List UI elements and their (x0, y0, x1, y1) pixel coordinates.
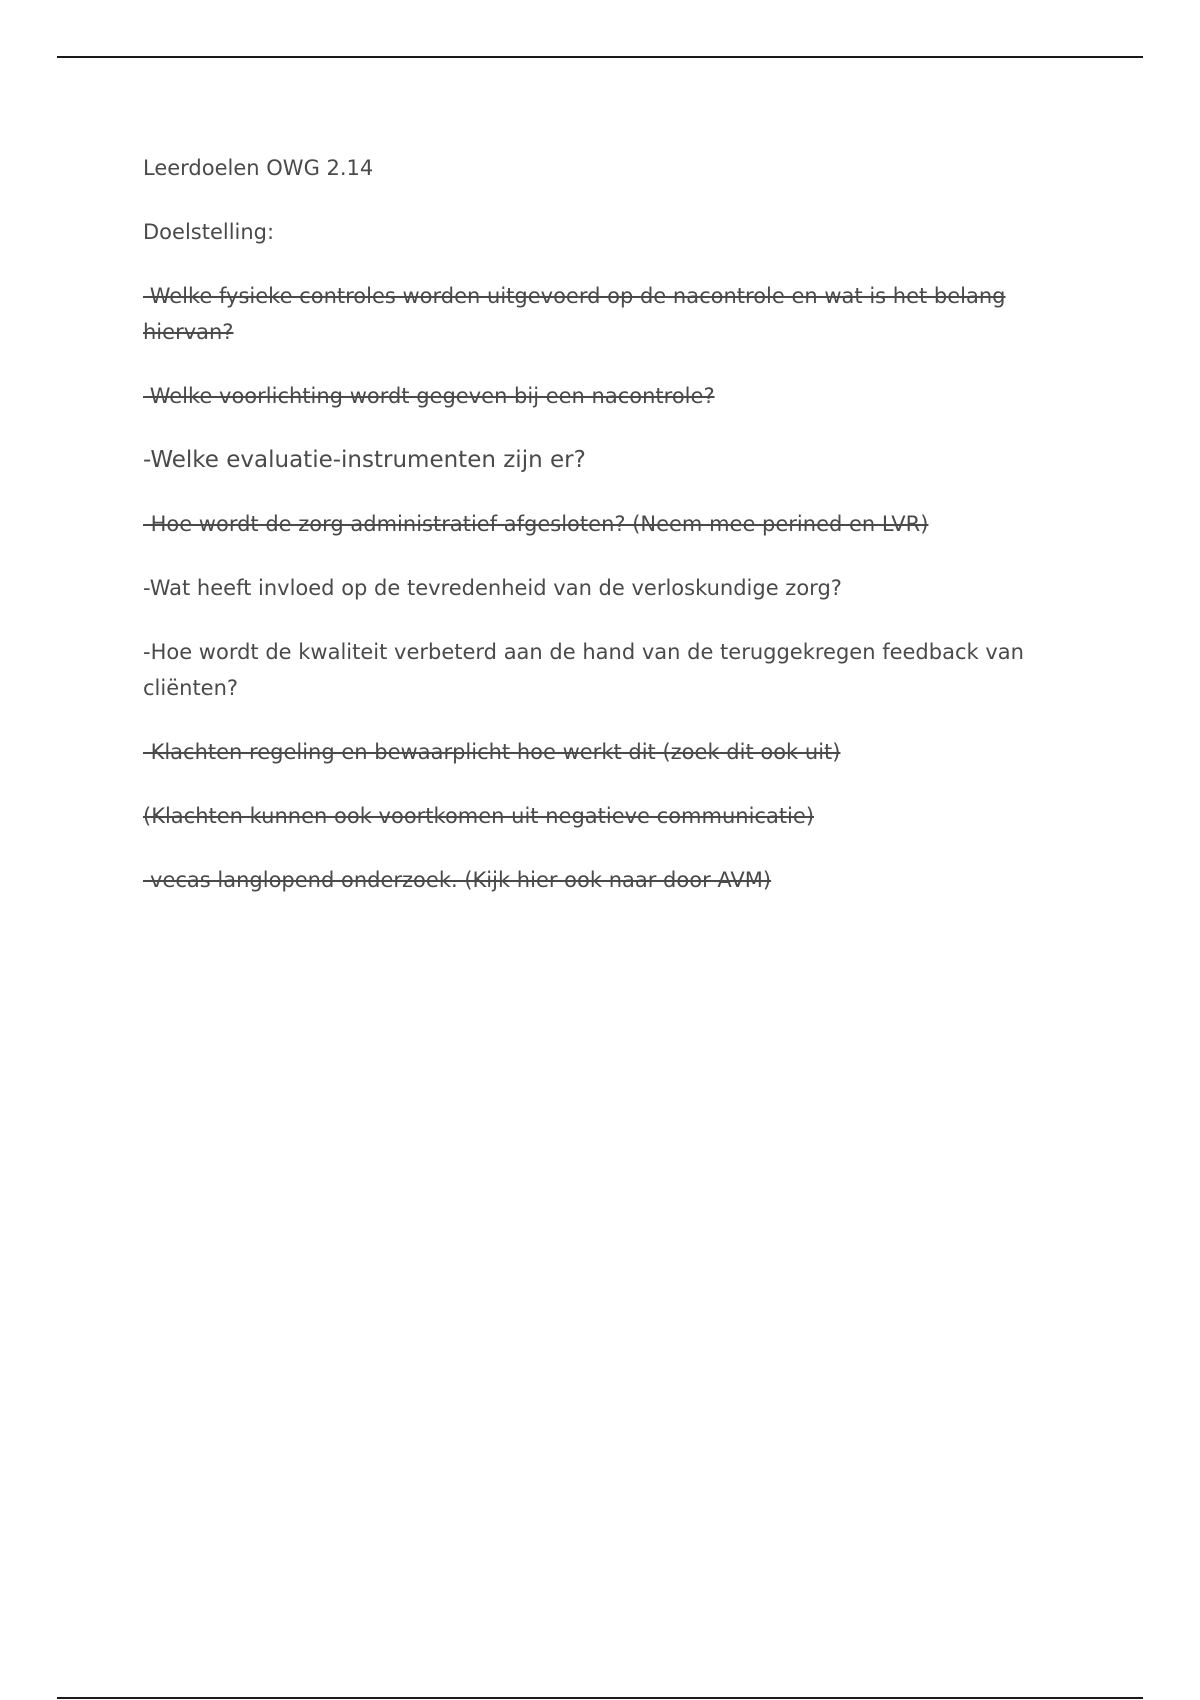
page-bottom-rule (57, 1697, 1143, 1699)
objective-item: (Klachten kunnen ook voortkomen uit negatieve communicatie) (143, 804, 815, 828)
page-top-rule (57, 56, 1143, 58)
objective-item: -Welke evaluatie-instrumenten zijn er? (143, 447, 586, 473)
objective-item: -vecas langlopend onderzoek. (Kijk hier ook naar door AVM) (143, 868, 772, 892)
objective-item: -Klachten regeling en bewaarplicht hoe werkt dit (zoek dit ook uit) (143, 740, 841, 764)
objective-item: -Hoe wordt de kwaliteit verbeterd aan de hand van de teruggekregen feedback van cliënten? (143, 640, 1024, 700)
objective-item: -Welke voorlichting wordt gegeven bij een nacontrole? (143, 384, 715, 408)
objectives-heading: Doelstelling: (143, 220, 275, 244)
document-body (143, 150, 1043, 926)
document-title: Leerdoelen OWG 2.14 (143, 156, 374, 180)
objective-item: -Hoe wordt de zorg administratief afgesloten? (Neem mee perined en LVR) (143, 512, 929, 536)
objective-item: -Welke fysieke controles worden uitgevoerd op de nacontrole en wat is het belang hiervan? (143, 284, 1006, 344)
objective-item: -Wat heeft invloed op de tevredenheid van de verloskundige zorg? (143, 576, 842, 600)
